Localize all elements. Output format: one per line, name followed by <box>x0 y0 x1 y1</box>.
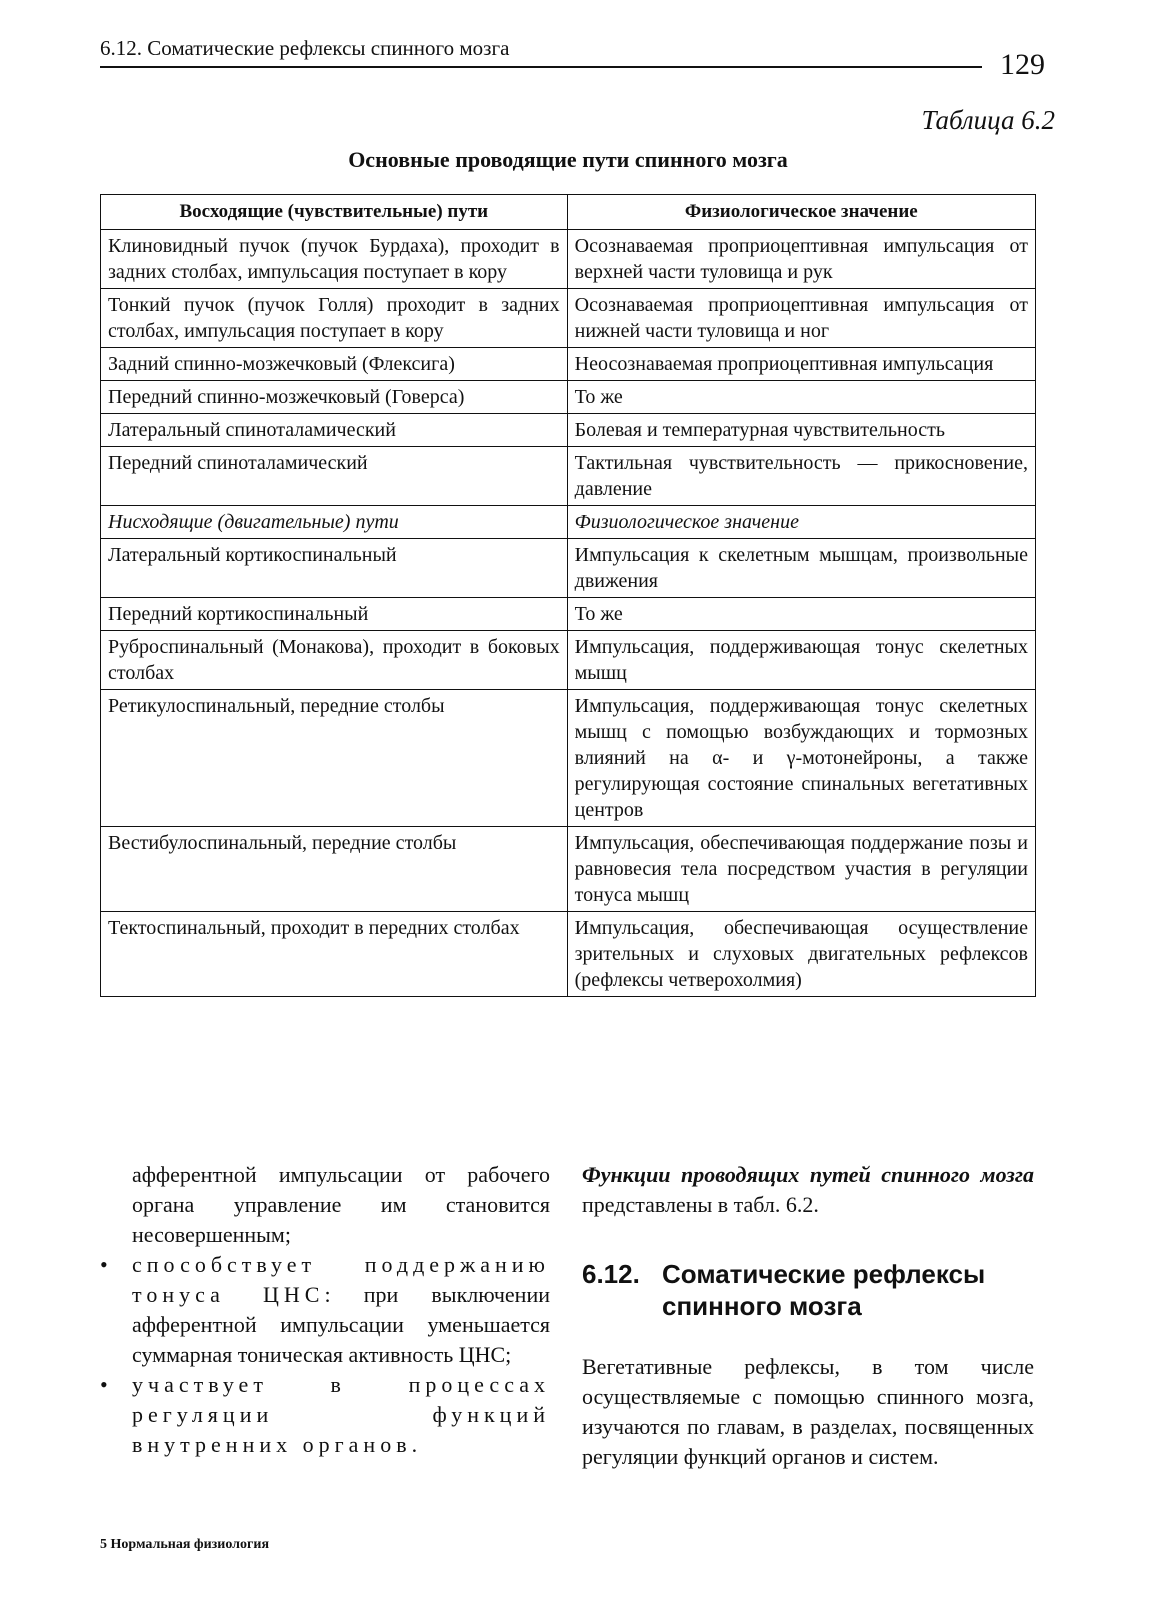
table-number: Таблица 6.2 <box>921 105 1055 135</box>
column-header-significance: Физиологическое значение <box>567 195 1035 230</box>
table-row <box>101 381 1036 414</box>
pathway-cell: Вестибулоспинальный, передние столбы <box>101 827 568 912</box>
table-row <box>101 230 1036 289</box>
section-number: 6.12. <box>582 1259 640 1289</box>
descending-subheader: Нисходящие (двигательные) пути <box>101 506 568 539</box>
table-row <box>101 598 1036 631</box>
significance-cell: Импульсация, поддерживающая тонус скелетных мышц с помощью возбуждающих и тормозных влияний на α- и γ-мотонейроны, а также регулирующая состояние спинальных вегетативных центров <box>567 690 1035 827</box>
descending-subheader-row <box>101 506 1036 539</box>
bullet-icon: • <box>100 1372 108 1397</box>
significance-cell: Болевая и температурная чувствительность <box>567 414 1035 447</box>
table-row <box>101 289 1036 348</box>
significance-cell: Импульсация, поддерживающая тонус скелетных мышц <box>567 631 1035 690</box>
significance-cell: То же <box>567 381 1035 414</box>
signature-footer: 5 Нормальная физиология <box>100 1537 270 1552</box>
spaced-text: способствует поддержанию тонуса ЦНС <box>132 1252 550 1307</box>
pathway-cell: Тектоспинальный, проходит в передних столбах <box>101 912 568 997</box>
running-head: 6.12. Соматические рефлексы спинного мозга <box>100 36 510 60</box>
significance-cell: Импульсация, обеспечивающая осуществление зрительных и слуховых двигательных рефлексов (рефлексы четверохолмия) <box>567 912 1035 997</box>
section-title: Соматические рефлексы спинного мозга <box>662 1259 986 1321</box>
list-item-text: : при выключении афферентной импульсации уменьшается суммарная тоническая активность ЦНС; <box>132 1282 550 1367</box>
pathway-cell: Ретикулоспинальный, передние столбы <box>101 690 568 827</box>
table-row <box>101 690 1036 827</box>
pathway-cell: Тонкий пучок (пучок Голля) проходит в задних столбах, импульсация поступает в кору <box>101 289 568 348</box>
page-number: 129 <box>1000 48 1045 81</box>
pathway-cell: Латеральный кортикоспинальный <box>101 539 568 598</box>
significance-cell: Неосознаваемая проприоцептивная импульсация <box>567 348 1035 381</box>
significance-cell: Импульсация к скелетным мышцам, произвольные движения <box>567 539 1035 598</box>
emphasis-text: Функции проводящих путей спинного мозга <box>582 1162 1034 1187</box>
table-row <box>101 912 1036 997</box>
pathway-cell: Передний спинно-мозжечковый (Говерса) <box>101 381 568 414</box>
table-row <box>101 447 1036 506</box>
left-text-column <box>100 1160 550 1460</box>
significance-cell: То же <box>567 598 1035 631</box>
spaced-text: участвует в процессах регуляции функций внутренних органов. <box>132 1372 550 1457</box>
table-row <box>101 539 1036 598</box>
pathways-table <box>100 194 1036 997</box>
table-row <box>101 414 1036 447</box>
significance-cell: Осознаваемая проприоцептивная импульсация от верхней части туловища и рук <box>567 230 1035 289</box>
pathway-cell: Клиновидный пучок (пучок Бурдаха), проходит в задних столбах, импульсация поступает в кору <box>101 230 568 289</box>
list-item <box>100 1250 550 1370</box>
pathway-cell: Латеральный спиноталамический <box>101 414 568 447</box>
pathway-cell: Передний спиноталамический <box>101 447 568 506</box>
intro-paragraph <box>582 1160 1034 1220</box>
table-row <box>101 348 1036 381</box>
table-row <box>101 827 1036 912</box>
header-rule <box>100 66 982 68</box>
intro-text: представлены в табл. 6.2. <box>582 1192 819 1217</box>
bullet-icon: • <box>100 1252 108 1277</box>
significance-subheader: Физиологическое значение <box>567 506 1035 539</box>
significance-cell: Осознаваемая проприоцептивная импульсация от нижней части туловища и ног <box>567 289 1035 348</box>
continuation-paragraph: афферентной импульсации от рабочего органа управление им становится несовершенным; <box>132 1162 550 1247</box>
table-header-row <box>101 195 1036 230</box>
table-title: Основные проводящие пути спинного мозга <box>348 147 788 172</box>
body-paragraph: Вегетативные рефлексы, в том числе осуществляемые с помощью спинного мозга, изучаются по главам, в разделах, посвященных регуляции функций органов и систем. <box>582 1354 1034 1469</box>
significance-cell: Тактильная чувствительность — прикосновение, давление <box>567 447 1035 506</box>
pathway-cell: Задний спинно-мозжечковый (Флексига) <box>101 348 568 381</box>
section-heading <box>582 1258 1034 1322</box>
pathway-cell: Руброспинальный (Монакова), проходит в боковых столбах <box>101 631 568 690</box>
significance-cell: Импульсация, обеспечивающая поддержание позы и равновесия тела посредством участия в регуляции тонуса мышц <box>567 827 1035 912</box>
right-text-column <box>582 1160 1034 1472</box>
bullet-list <box>100 1250 550 1460</box>
list-item <box>100 1370 550 1460</box>
pathway-cell: Передний кортикоспинальный <box>101 598 568 631</box>
table-row <box>101 631 1036 690</box>
column-header-ascending: Восходящие (чувствительные) пути <box>101 195 568 230</box>
